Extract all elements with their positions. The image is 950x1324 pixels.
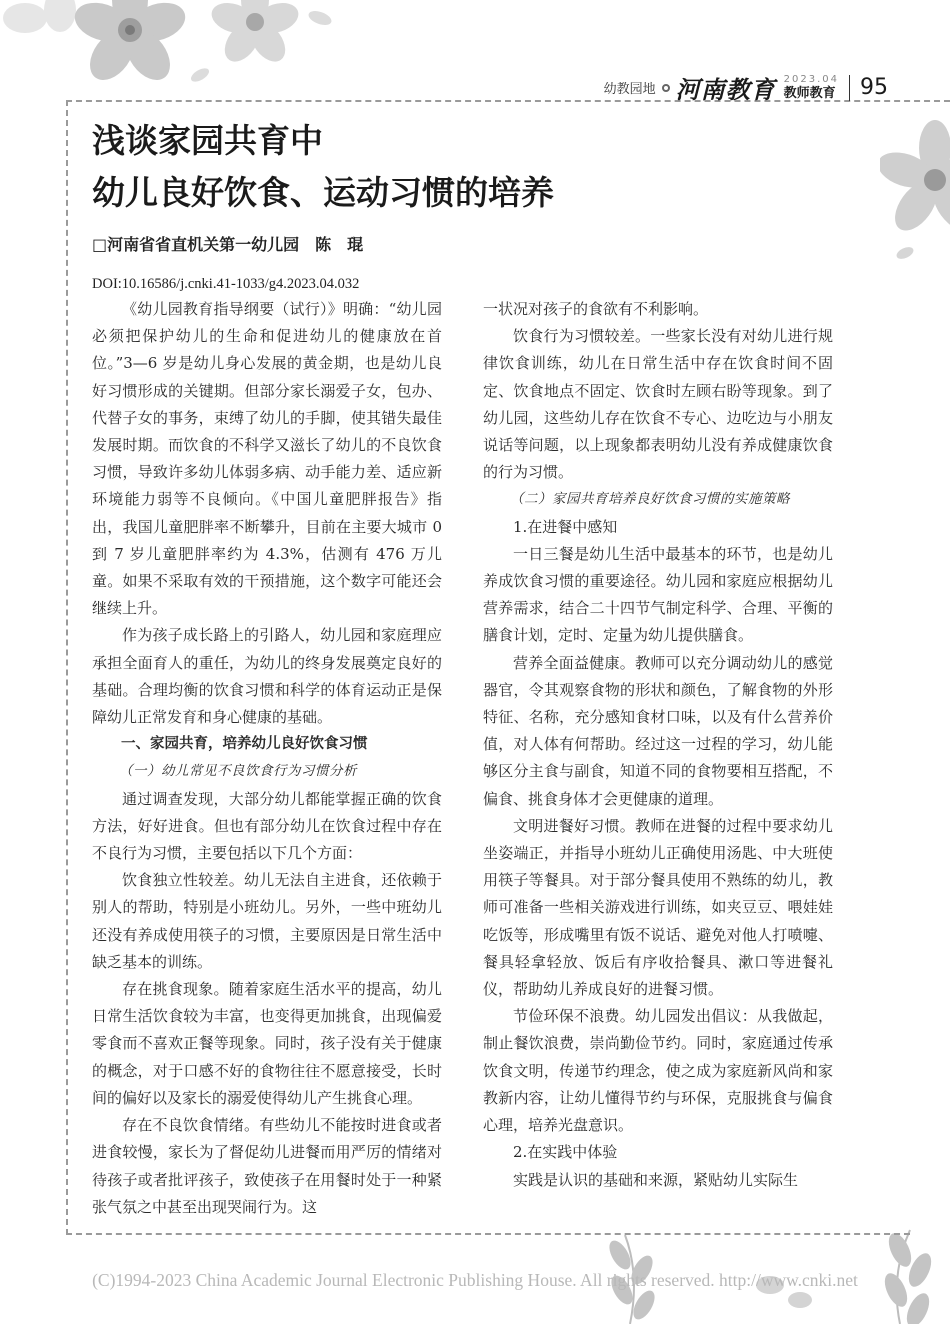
paragraph: 通过调查发现，大部分幼儿都能掌握正确的饮食方法，好好进食。但也有部分幼儿在饮食过程中存在不良行为习惯，主要包括以下几个方面： bbox=[92, 789, 442, 863]
numbered-heading: 2.在实践中体验 bbox=[513, 1143, 618, 1162]
title-line-2: 幼儿良好饮食、运动习惯的培养 bbox=[92, 173, 554, 212]
journal-logo: 河南教育 bbox=[675, 75, 776, 104]
bullet-icon bbox=[662, 84, 670, 92]
subsection-heading: （一）幼儿常见不良饮食行为习惯分析 bbox=[119, 763, 357, 780]
issue-number: 2023.04 bbox=[783, 74, 839, 85]
title-line-1: 浅谈家园共育中 bbox=[92, 121, 323, 160]
page-number: 95 bbox=[860, 75, 888, 100]
flower-decoration-top-left bbox=[0, 0, 340, 100]
paragraph: 存在不良饮食情绪。有些幼儿不能按时进食或者进食较慢，家长为了督促幼儿进餐而用严厉的情绪对待孩子或者批评孩子，致使孩子在用餐时处于一种紧张气氛之中甚至出现哭闹行为。这 bbox=[92, 1116, 442, 1216]
copyright-footer: (C)1994-2023 China Academic Journal Electronic Publishing House. All rights reserved. http://www.cnki.net bbox=[92, 1270, 858, 1290]
section-heading: 一、家园共育，培养幼儿良好饮食习惯 bbox=[121, 736, 368, 753]
header-divider bbox=[849, 75, 850, 101]
section-label: 幼教园地 bbox=[603, 82, 656, 97]
paragraph-continued: 一状况对孩子的食欲有不利影响。 bbox=[483, 300, 709, 318]
paragraph: 文明进餐好习惯。教师在进餐的过程中要求幼儿坐姿端正，并指导小班幼儿正确使用汤匙、中大班使用筷子等餐具。对于部分餐具使用不熟练的幼儿，教师可准备一些相关游戏进行训练，如夹豆豆、喂娃娃吃饭等，形成嘴里有饭不说话、避免对他人打喷嚏、餐具轻拿轻放、饭后有序收拾餐具、漱口等进餐礼仪，帮助幼儿养成良好的进餐习惯。 bbox=[483, 816, 833, 999]
subsection-heading: （二）家园共育培养良好饮食习惯的实施策略 bbox=[510, 491, 790, 508]
paragraph: 节俭环保不浪费。幼儿园发出倡议：从我做起，制止餐饮浪费，崇尚勤俭节约。同时，家庭通过传承饮食文明，传递节约理念，使之成为家庭新风尚和家教新内容，让幼儿懂得节约与环保，克服挑食与偏食心理，培养光盘意识。 bbox=[483, 1007, 833, 1135]
dashed-frame-left bbox=[66, 100, 68, 1235]
doi: DOI:10.16586/j.cnki.41-1033/g4.2023.04.032 bbox=[92, 276, 360, 292]
article-title bbox=[92, 115, 554, 219]
paragraph: 《幼儿园教育指导纲要（试行）》明确：“幼儿园必须把保护幼儿的生命和促进幼儿的健康放在首位。”3—6 岁是幼儿身心发展的黄金期，也是幼儿良好习惯形成的关键期。但部分家长溺爱子女，包办、代替子女的事务，束缚了幼儿的手脚，使其错失最佳发展时期。而饮食的不科学又滋长了幼儿的不良饮食习惯，导致许多幼儿体弱多病、动手能力差、适应新环境能力弱等不良倾向。《中国儿童肥胖报告》指出，我国儿童肥胖率不断攀升，目前在主要大城市 0 到 7 岁儿童肥胖率约为 4.3%，估测有 476 万儿童。如果不采取有效的干预措施，这个数字可能还会继续上升。 bbox=[92, 300, 442, 618]
paragraph: 饮食行为习惯较差。一些家长没有对幼儿进行规律饮食训练，幼儿在日常生活中存在饮食时间不固定、饮食地点不固定、饮食时左顾右盼等现象。到了幼儿园，这些幼儿存在饮食不专心、边吃边与小朋友说话等问题，以上现象都表明幼儿没有养成健康饮食的行为习惯。 bbox=[483, 327, 833, 482]
paragraph: 一日三餐是幼儿生活中最基本的环节，也是幼儿养成饮食习惯的重要途径。幼儿园和家庭应根据幼儿营养需求，结合二十四节气制定科学、合理、平衡的膳食计划，定时、定量为幼儿提供膳食。 bbox=[483, 544, 833, 645]
right-column bbox=[483, 296, 833, 1194]
paragraph: 实践是认识的基础和来源，紧贴幼儿实际生 bbox=[513, 1170, 799, 1189]
paragraph: 存在挑食现象。随着家庭生活水平的提高，幼儿日常生活饮食较为丰富，也变得更加挑食，出现偏爱零食而不喜欢正餐等现象。同时，孩子没有关于健康的概念，对于口感不好的食物往往不愿意接受，长时间的偏好以及家长的溺爱使得幼儿产生挑食心理。 bbox=[92, 980, 442, 1107]
journal-header bbox=[604, 70, 888, 105]
journal-subtitle: 教师教育 bbox=[783, 86, 836, 101]
left-column bbox=[92, 296, 442, 1221]
paragraph: 营养全面益健康。教师可以充分调动幼儿的感觉器官，令其观察食物的形状和颜色，了解食物的外形特征、名称，充分感知食材口味，以及有什么营养价值，对人体有何帮助。经过这一过程的学习，幼儿能够区分主食与副食，知道不同的食物要相互搭配，不偏食、挑食身体才会更健康的道理。 bbox=[483, 653, 833, 808]
dashed-frame-bottom bbox=[66, 1233, 910, 1235]
paragraph: 作为孩子成长路上的引路人，幼儿园和家庭理应承担全面育人的重任，为幼儿的终身发展奠定良好的基础。合理均衡的饮食习惯和科学的体育运动正是保障幼儿正常发育和身心健康的基础。 bbox=[92, 626, 442, 727]
author-line: □河南省省直机关第一幼儿园 陈 琨 bbox=[92, 235, 364, 254]
issue-block bbox=[784, 75, 839, 100]
paragraph: 饮食独立性较差。幼儿无法自主进食，还依赖于别人的帮助，特别是小班幼儿。另外，一些中班幼儿还没有养成使用筷子的习惯，主要原因是日常生活中缺乏基本的训练。 bbox=[92, 871, 442, 971]
flower-decoration-right bbox=[880, 115, 950, 265]
numbered-heading: 1.在进餐中感知 bbox=[513, 517, 618, 536]
